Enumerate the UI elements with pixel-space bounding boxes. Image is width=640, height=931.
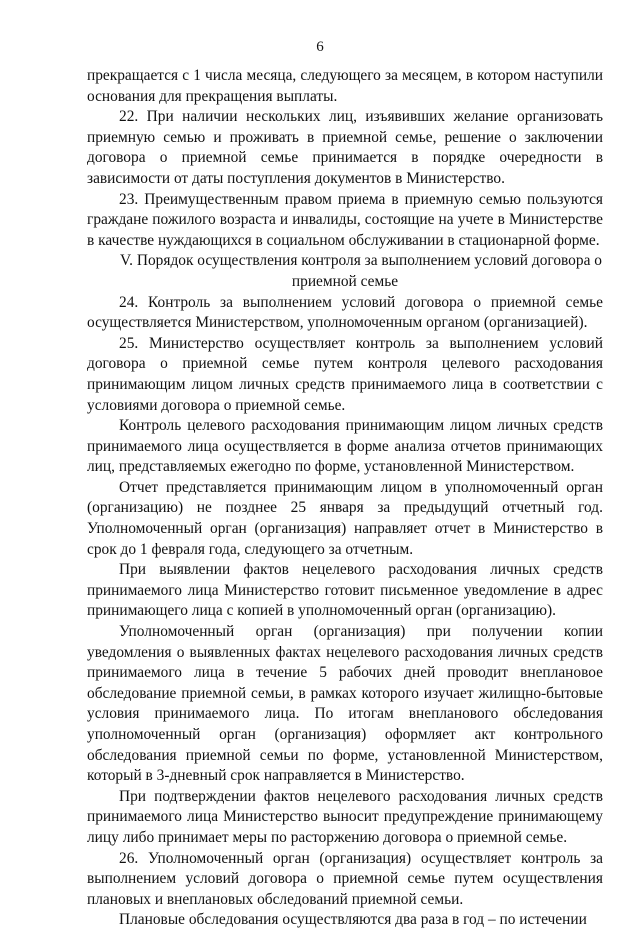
page-number: 6 — [316, 39, 324, 55]
paragraph-25-violations: При выявлении фактов нецелевого расходования личных средств принимаемого лица Министерство готовит письменное уведомление в адрес принимающего лица с копией в уполномоченный орган (организацию). — [87, 561, 603, 620]
paragraph-continuation: прекращается с 1 числа месяца, следующего за месяцем, в котором наступили основания для прекращения выплаты. — [87, 67, 603, 105]
document-body — [87, 66, 603, 931]
paragraph-25-report: Отчет представляется принимающим лицом в уполномоченный орган (организацию) не позднее 25 января за предыдущий отчетный год. Уполномоченный орган (организация) направляет отчет в Министерство в срок до 1 февраля года, следующего за отчетным. — [87, 478, 603, 558]
paragraph-25: 25. Министерство осуществляет контроль за выполнением условий договора о приемной семье путем контроля целевого расходования принимающим лицом личных средств принимаемого лица в соответствии с условиями договора о приемной семье. — [87, 334, 603, 414]
paragraph-24: 24. Контроль за выполнением условий договора о приемной семье осуществляется Министерством, уполномоченным органом (организацией). — [87, 293, 603, 332]
section-heading: V. Порядок осуществления контроля за выполнением условий договора о приемной семье — [120, 252, 602, 290]
paragraph-25-inspection: Уполномоченный орган (организация) при получении копии уведомления о выявленных фактах нецелевого расходования личных средств принимаемого лица в течение 5 рабочих дней проводит внеплановое обследование приемной семьи, в рамках которого изучает жилищно-бытовые условия принимаемого лица. По итогам внепланового обследования уполномоченный орган (организация) оформляет акт контрольного обследования приемной семьи по форме, установленной Министерством, который в 3-дневный срок направляется в Министерство. — [87, 623, 603, 785]
paragraph-26: 26. Уполномоченный орган (организация) осуществляет контроль за выполнением условий договора о приемной семье путем осуществления плановых и внеплановых обследований приемной семьи. — [87, 849, 603, 908]
paragraph-25-control: Контроль целевого расходования принимающим лицом личных средств принимаемого лица осуществляется в форме анализа отчетов принимающих лиц, представляемых ежегодно по форме, установленной Министерством. — [87, 417, 603, 476]
paragraph-22: 22. При наличии нескольких лиц, изъявивших желание организовать приемную семью и проживать в приемной семье, решение о заключении договора о приемной семье принимается в порядке очередности в зависимости от даты поступления документов в Министерство. — [87, 108, 603, 187]
paragraph-26-planned: Плановые обследования осуществляются два раза в год – по истечении — [119, 911, 587, 929]
paragraph-25-warning: При подтверждении фактов нецелевого расходования личных средств принимаемого лица Министерство выносит предупреждение принимающему лицу либо принимает меры по расторжению договора о приемной семье. — [87, 787, 603, 846]
paragraph-23: 23. Преимущественным правом приема в приемную семью пользуются граждане пожилого возраста и инвалиды, состоящие на учете в Министерстве в качестве нуждающихся в социальном обслуживании в стационарной форме. — [87, 190, 603, 249]
